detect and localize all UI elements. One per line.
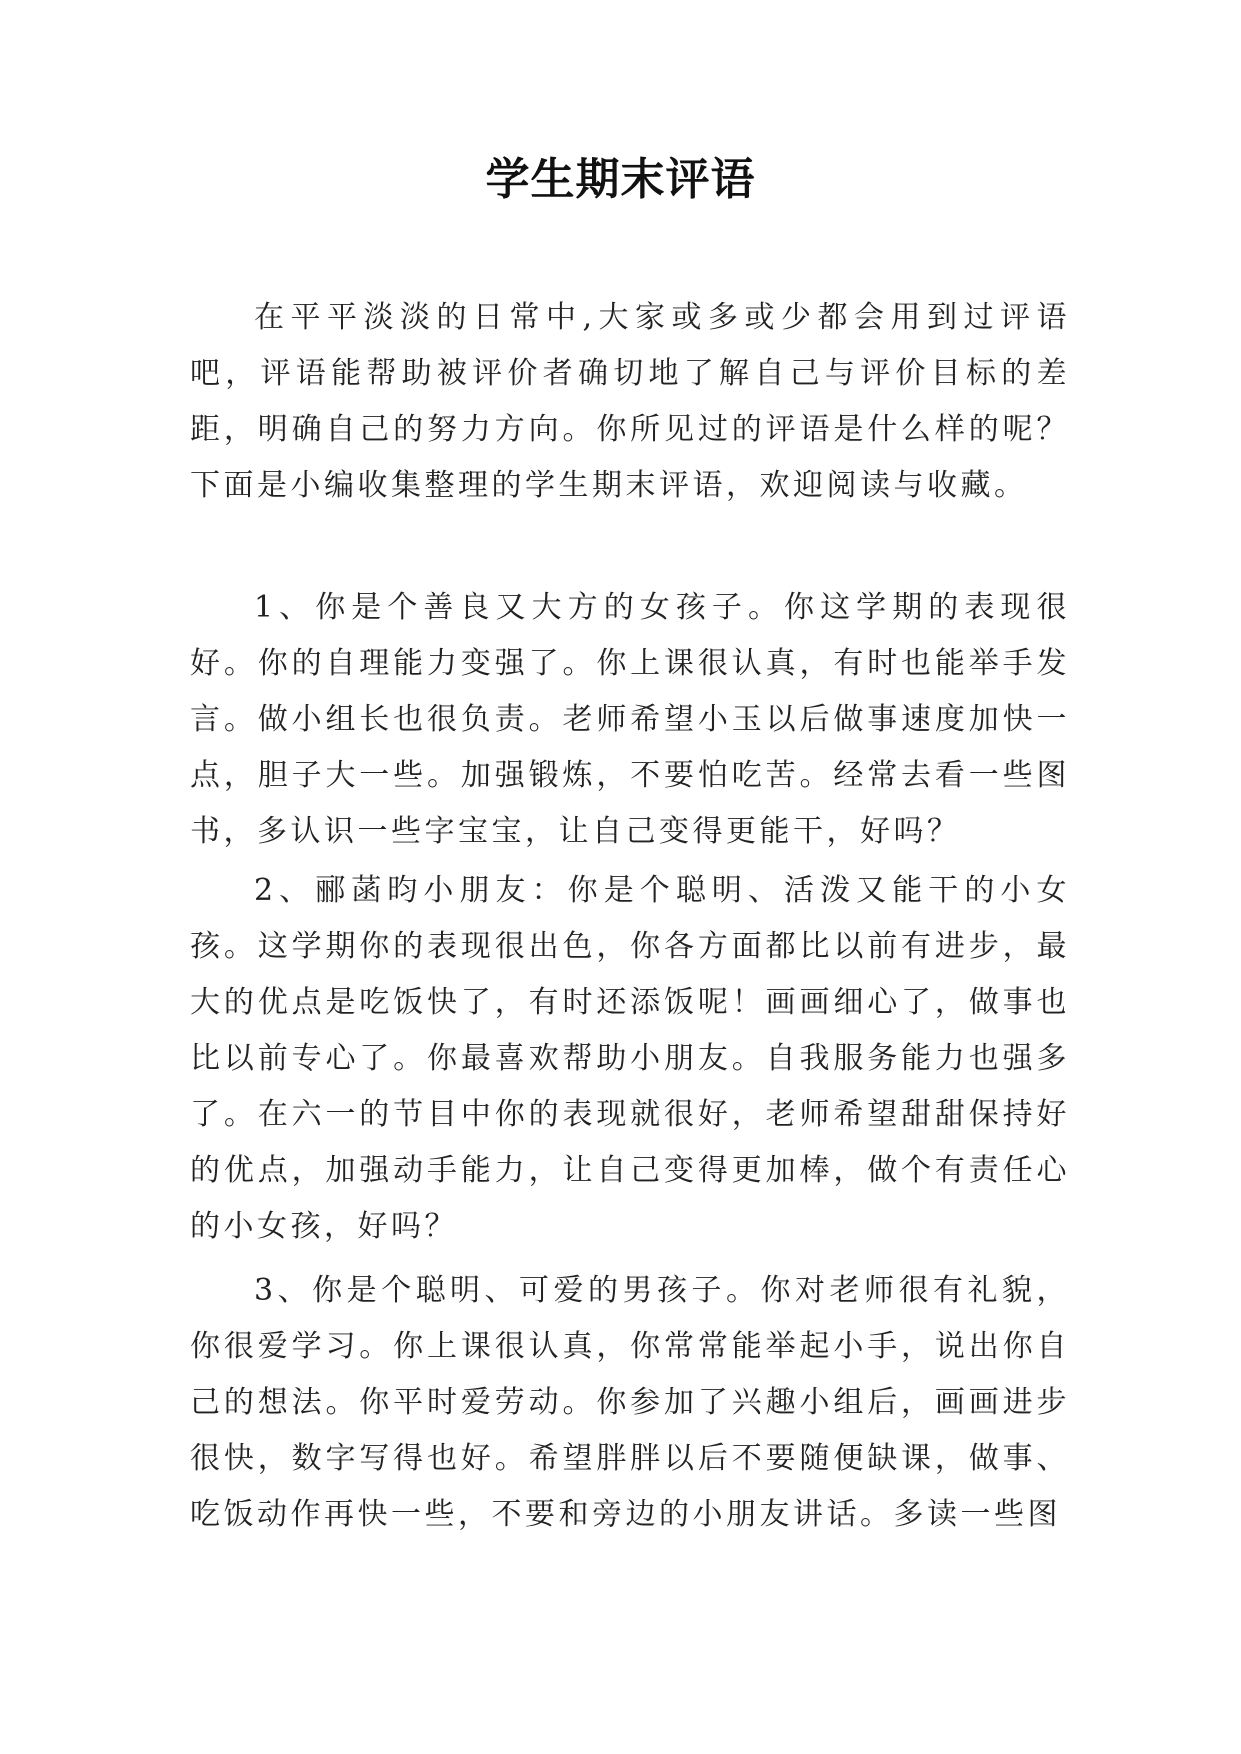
comment-paragraph-2: 2、郦菡昀小朋友：你是个聪明、活泼又能干的小女孩。这学期你的表现很出色，你各方面都比以前有进步，最大的优点是吃饭快了，有时还添饭呢！画画细心了，做事也比以前专心了。你最喜欢帮助小朋友。自我服务能力也强多了。在六一的节目中你的表现就很好，老师希望甜甜保持好的优点，加强动手能力，让自己变得更加棒，做个有责任心的小女孩，好吗？ bbox=[190, 873, 1070, 1244]
comment-paragraph-3: 3、你是个聪明、可爱的男孩子。你对老师很有礼貌，你很爱学习。你上课很认真，你常常能举起小手，说出你自己的想法。你平时爱劳动。你参加了兴趣小组后，画画进步很快，数字写得也好。希望胖胖以后不要随便缺课，做事、吃饭动作再快一些，不要和旁边的小朋友讲话。多读一些图 bbox=[190, 1273, 1070, 1532]
intro-paragraph: 在平平淡淡的日常中,大家或多或少都会用到过评语吧，评语能帮助被评价者确切地了解自己与评价目标的差距，明确自己的努力方向。你所见过的评语是什么样的呢？下面是小编收集整理的学生期末评语，欢迎阅读与收藏。 bbox=[190, 300, 1070, 503]
document-title: 学生期末评语 bbox=[485, 154, 756, 205]
comment-paragraph-1: 1、你是个善良又大方的女孩子。你这学期的表现很好。你的自理能力变强了。你上课很认真，有时也能举手发言。做小组长也很负责。老师希望小玉以后做事速度加快一点，胆子大一些。加强锻炼，不要怕吃苦。经常去看一些图书，多认识一些字宝宝，让自己变得更能干，好吗？ bbox=[190, 590, 1070, 849]
